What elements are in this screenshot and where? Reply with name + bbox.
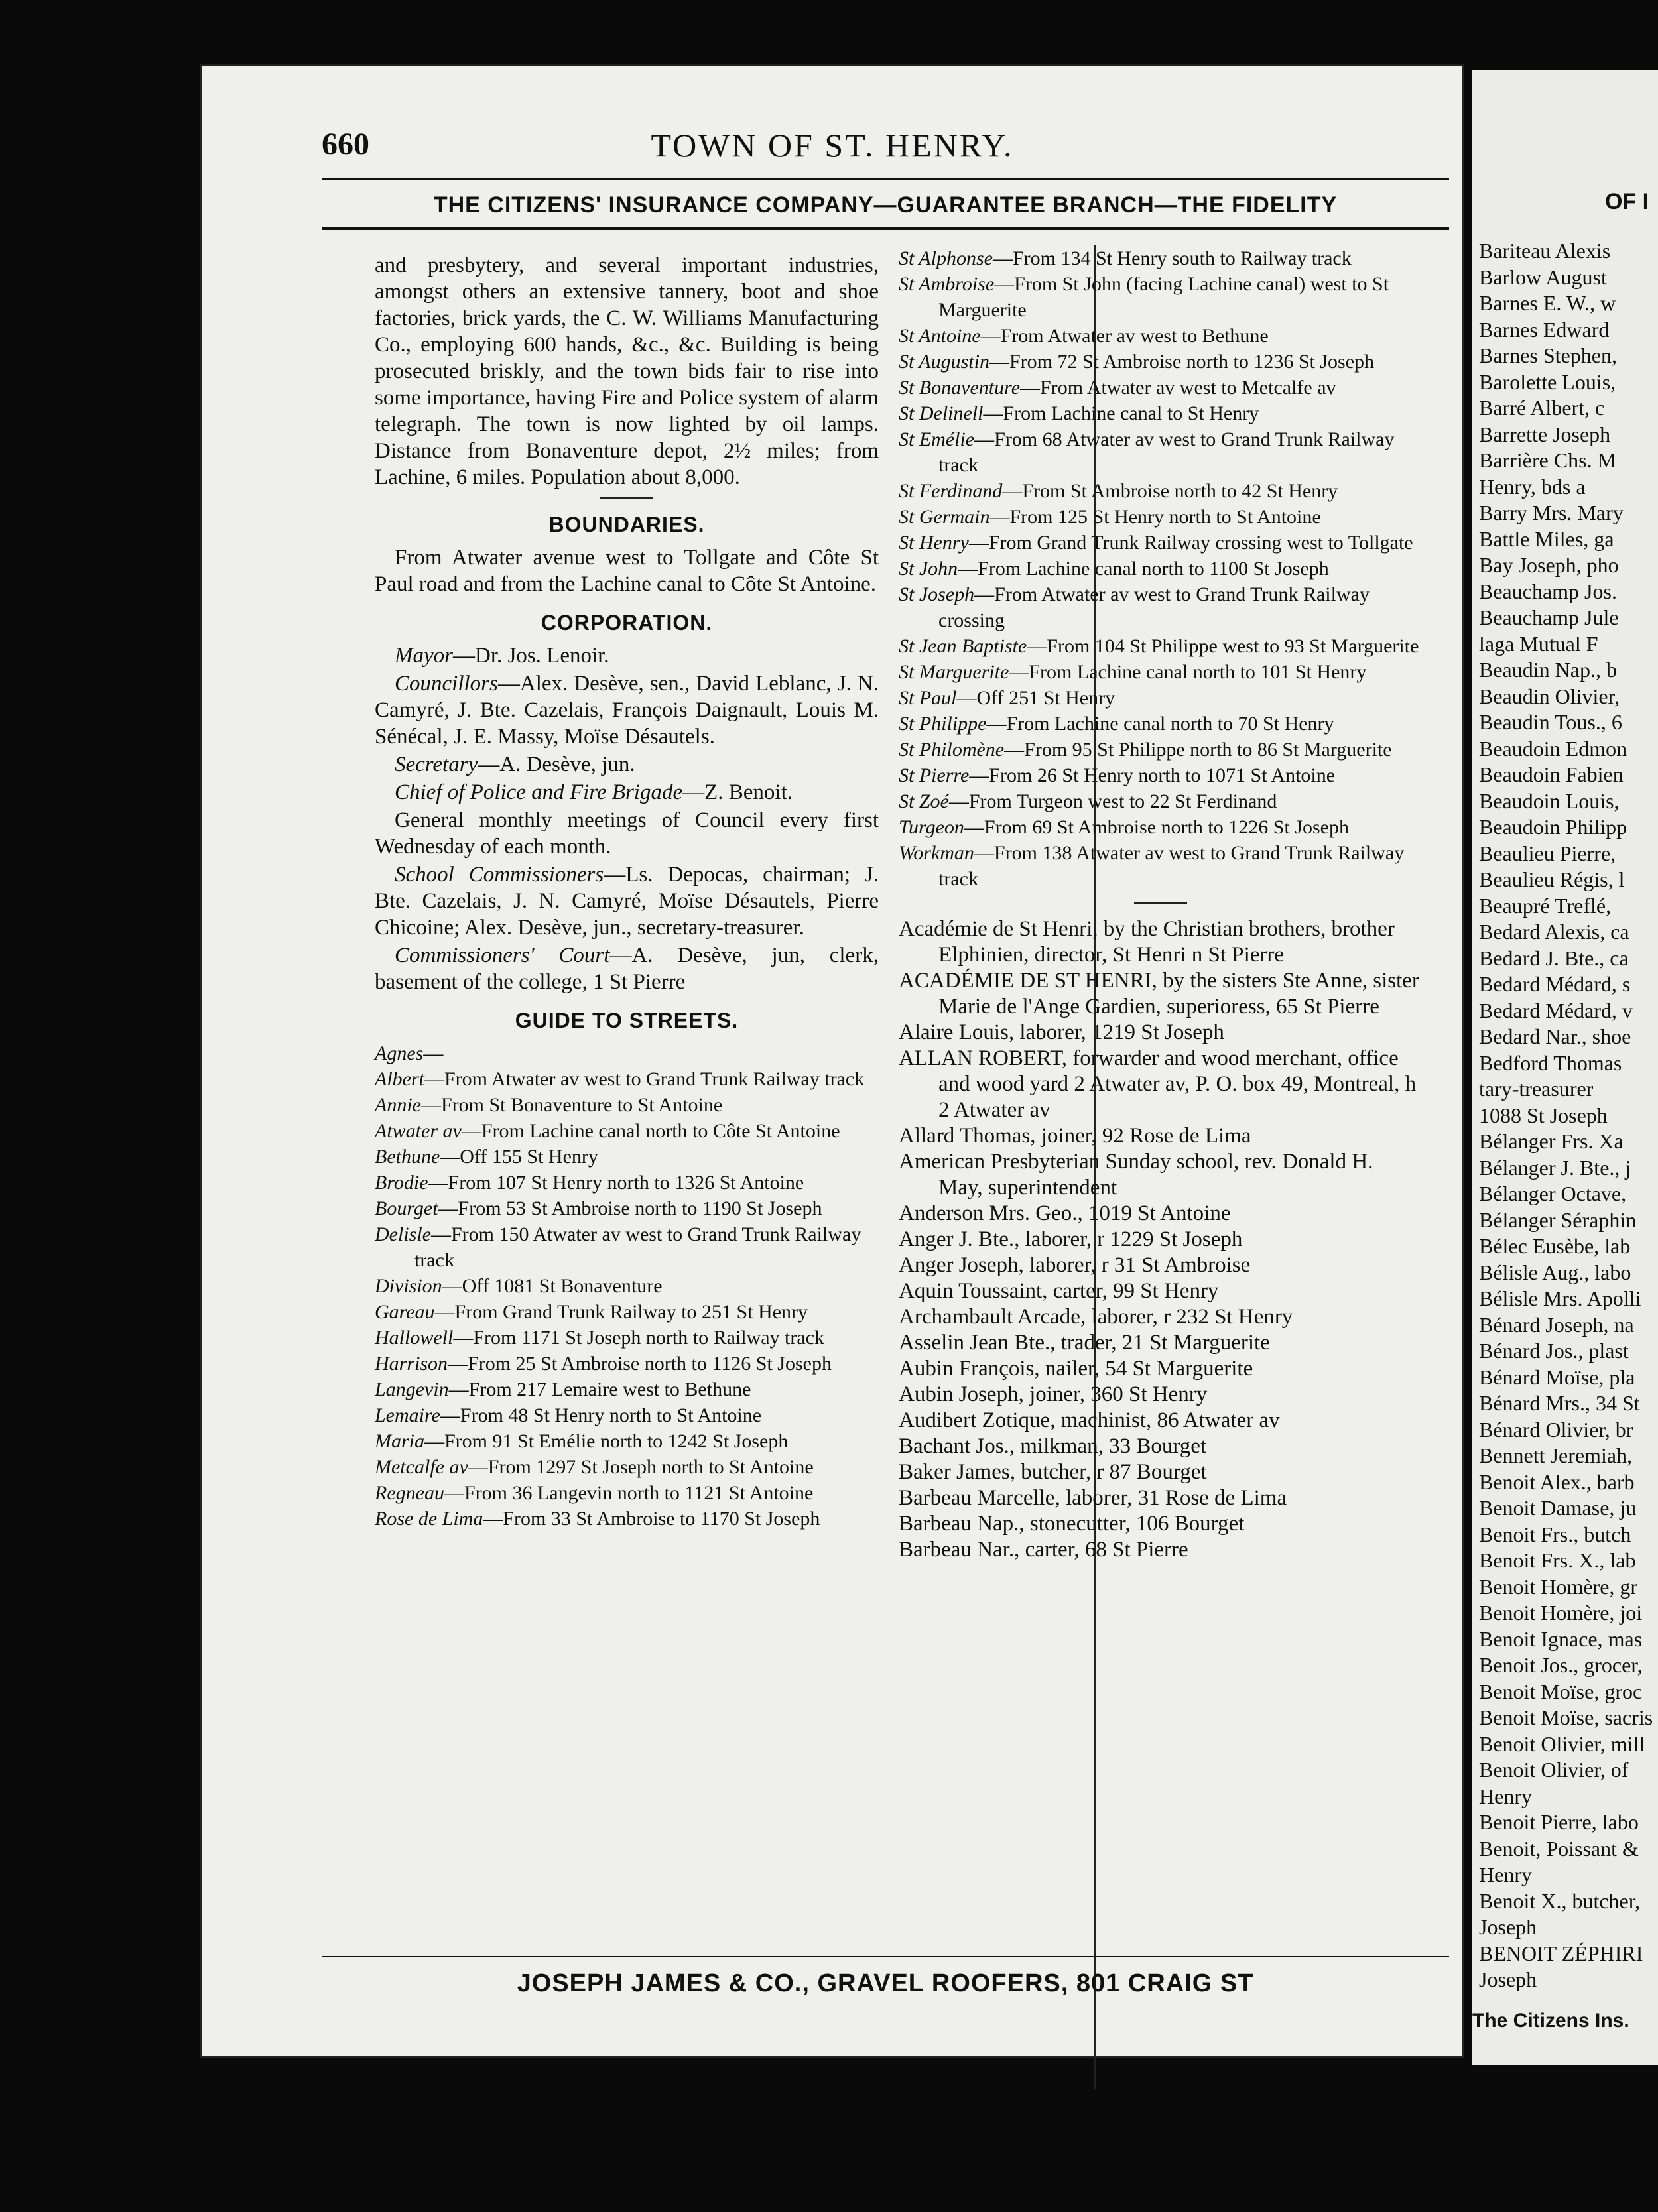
street-entry (899, 659, 1423, 685)
facing-directory-entry: laga Mutual F (1479, 631, 1598, 656)
street-entry (899, 840, 1423, 892)
street-description: —From 68 Atwater av west to Grand Trunk Railway track (938, 428, 1395, 476)
facing-directory-entry: Bedard Médard, v (1479, 998, 1633, 1022)
facing-directory-entry: Benoit Olivier, of (1479, 1758, 1629, 1782)
directory-entry: Archambault Arcade, laborer, r 232 St Henry (899, 1305, 1293, 1329)
facing-directory-entry: Bedard Médard, s (1479, 972, 1631, 996)
secretary-entry (375, 751, 879, 778)
street-description: —From Turgeon west to 22 St Ferdinand (948, 790, 1277, 812)
secretary-label: Secretary (395, 753, 478, 776)
street-entry (899, 323, 1423, 349)
directory-entry: Alaire Louis, laborer, 1219 St Joseph (899, 1020, 1224, 1044)
street-entry (375, 1040, 879, 1066)
meetings-text: General monthly meetings of Council every first Wednesday of each month. (375, 808, 879, 859)
street-name: St Pierre (899, 765, 970, 786)
street-description: —From Grand Trunk Railway to 251 St Henry (434, 1301, 808, 1323)
street-name: St Marguerite (899, 661, 1009, 683)
facing-directory-entry: Barnes Stephen, (1479, 343, 1617, 367)
boundaries-heading: BOUNDARIES. (548, 513, 705, 536)
street-name: St Alphonse (899, 247, 993, 269)
street-description: —From Lachine canal north to Côte St Antoine (461, 1120, 840, 1142)
street-description: — (423, 1042, 444, 1064)
street-entry (375, 1428, 879, 1454)
facing-directory-entry: Bélanger Octave, (1479, 1182, 1627, 1205)
street-description: —Off 251 St Henry (956, 687, 1116, 709)
street-list-left (375, 1040, 879, 1532)
street-description: —From 25 St Ambroise north to 1126 St Joseph (448, 1353, 832, 1375)
street-name: Albert (375, 1068, 424, 1090)
street-entry (899, 737, 1423, 763)
facing-directory-entry: Beaudoin Philipp (1479, 815, 1627, 839)
directory-entry: Aubin Joseph, joiner, 360 St Henry (899, 1382, 1208, 1406)
facing-directory-entry: Bennett Jeremiah, (1479, 1444, 1633, 1467)
facing-directory-entry: Bénard Moïse, pla (1479, 1365, 1635, 1389)
facing-directory-entry: Beauchamp Jule (1479, 605, 1619, 629)
facing-directory-entry: Bénard Mrs., 34 St (1479, 1391, 1640, 1415)
court-label: Commissioners' Court (395, 944, 610, 967)
street-name: Maria (375, 1430, 424, 1452)
street-name: St Antoine (899, 325, 981, 347)
street-name: Langevin (375, 1379, 449, 1400)
councillors-value: —Alex. Desève, sen., David Leblanc, J. N. Camyré, J. Bte. Cazelais, François Daignault, Louis M. Sénécal, J. E. Massy, Moïse Désautels. (375, 672, 879, 749)
facing-page-footer: The Citizens Ins. (1472, 2009, 1629, 2032)
facing-directory-entry: Barry Mrs. Mary (1479, 501, 1624, 524)
facing-directory-entry: Bélanger Séraphin (1479, 1207, 1637, 1232)
street-description: —From 48 St Henry north to St Antoine (440, 1404, 762, 1426)
facing-directory-entry: Bélanger J. Bte., j (1479, 1155, 1631, 1180)
street-description: —From 26 St Henry north to 1071 St Antoine (969, 765, 1336, 786)
street-description: —From 150 Atwater av west to Grand Trunk Railway track (414, 1223, 861, 1271)
street-entry (899, 375, 1423, 400)
secretary-value: —A. Desève, jun. (478, 753, 635, 776)
street-description: —Off 1081 St Bonaventure (442, 1275, 663, 1297)
street-entry (899, 349, 1423, 375)
street-entry (375, 1480, 879, 1506)
facing-directory-entry: Henry (1479, 1784, 1532, 1808)
directory-entry: Barbeau Nar., carter, 68 St Pierre (899, 1538, 1188, 1562)
councillors-label: Councillors (395, 672, 498, 696)
facing-directory-entry: Bariteau Alexis (1479, 239, 1611, 263)
chief-label: Chief of Police and Fire Brigade (395, 780, 683, 804)
facing-directory-entry: Bénard Jos., plast (1479, 1339, 1629, 1363)
facing-directory-entry: Henry, bds a (1479, 474, 1586, 499)
street-entry (375, 1351, 879, 1377)
street-entry (375, 1377, 879, 1402)
street-entry (375, 1221, 879, 1273)
street-description: —From 134 St Henry south to Railway track (992, 247, 1352, 269)
facing-directory-entry: Bedard J. Bte., ca (1479, 946, 1629, 970)
street-description: —From 1297 St Joseph north to St Antoine (468, 1456, 814, 1478)
street-name: St Joseph (899, 584, 975, 605)
street-entry (375, 1325, 879, 1351)
facing-directory-entry: Bélec Eusèbe, lab (1479, 1234, 1631, 1258)
facing-page-list (1472, 238, 1658, 1993)
mayor-value: —Dr. Jos. Lenoir. (452, 644, 609, 668)
facing-directory-entry: Bélanger Frs. Xa (1479, 1129, 1624, 1153)
facing-directory-entry: Benoit Moïse, sacris (1479, 1705, 1653, 1729)
street-name: St Delinell (899, 402, 984, 424)
facing-directory-entry: Beaudin Tous., 6 (1479, 710, 1622, 734)
guide-heading: GUIDE TO STREETS. (515, 1009, 739, 1032)
street-name: Hallowell (375, 1327, 454, 1349)
street-name: St Augustin (899, 351, 989, 373)
facing-directory-entry: Benoit Homère, joi (1479, 1601, 1643, 1625)
facing-directory-entry: Barlow August (1479, 265, 1607, 289)
street-entry (375, 1402, 879, 1428)
street-entry (899, 426, 1423, 478)
street-entry (375, 1066, 879, 1092)
street-name: St Philippe (899, 713, 987, 735)
directory-entry: Aquin Toussaint, carter, 99 St Henry (899, 1279, 1219, 1303)
street-entry (899, 685, 1423, 711)
facing-directory-entry: Benoit Alex., barb (1479, 1469, 1635, 1494)
facing-directory-entry: Bedford Thomas (1479, 1050, 1622, 1075)
facing-directory-entry: Benoit, Poissant & (1479, 1836, 1639, 1861)
street-description: —From 91 St Emélie north to 1242 St Joseph (424, 1430, 789, 1452)
street-name: Delisle (375, 1223, 431, 1245)
directory-entry: American Presbyterian Sunday school, rev. Donald H. May, superintendent (899, 1150, 1373, 1199)
street-entry (899, 633, 1423, 659)
facing-directory-entry: Benoit Homère, gr (1479, 1574, 1638, 1599)
facing-directory-entry: Beaudoin Edmon (1479, 736, 1627, 761)
chief-entry (375, 779, 879, 806)
street-name: St Philomène (899, 739, 1005, 761)
facing-directory-entry: Henry (1479, 1863, 1532, 1886)
directory-entry: Anger Joseph, laborer, r 31 St Ambroise (899, 1253, 1251, 1277)
street-name: St Jean Baptiste (899, 635, 1027, 657)
councillors-entry (375, 670, 879, 750)
advertisement-footer: JOSEPH JAMES & CO., GRAVEL ROOFERS, 801 CRAIG ST (517, 1969, 1254, 1997)
street-description: —From Atwater av west to Bethune (980, 325, 1269, 347)
street-entry (375, 1118, 879, 1144)
facing-directory-entry: Beaudin Olivier, (1479, 684, 1620, 708)
street-name: St John (899, 558, 958, 580)
facing-directory-entry: Barré Albert, c (1479, 396, 1605, 420)
directory-entry: Allard Thomas, joiner, 92 Rose de Lima (899, 1124, 1251, 1148)
header-rule (322, 178, 1449, 180)
street-entry (375, 1454, 879, 1480)
facing-directory-entry: Barnes Edward (1479, 317, 1610, 341)
directory-entry: Anderson Mrs. Geo., 1019 St Antoine (899, 1201, 1231, 1225)
street-name: Workman (899, 842, 974, 864)
street-entry (375, 1299, 879, 1325)
directory-entry: Bachant Jos., milkman, 33 Bourget (899, 1434, 1207, 1458)
section-rule (600, 497, 653, 499)
street-name: St Ambroise (899, 273, 995, 295)
directory-entry: Aubin François, nailer, 54 St Marguerite (899, 1357, 1253, 1381)
facing-directory-entry: Bay Joseph, pho (1479, 553, 1619, 577)
street-name: St Ferdinand (899, 480, 1003, 502)
page-number: 660 (322, 127, 369, 162)
facing-directory-entry: Benoit Jos., grocer, (1479, 1653, 1643, 1677)
court-value: —A. Desève, jun, clerk, basement of the college, 1 St Pierre (375, 944, 879, 994)
street-name: St Germain (899, 506, 990, 528)
facing-directory-entry: Benoit Frs., butch (1479, 1522, 1631, 1546)
facing-directory-entry: Battle Miles, ga (1479, 526, 1614, 551)
street-name: Lemaire (375, 1404, 440, 1426)
street-entry (899, 788, 1423, 814)
facing-directory-entry: Bélisle Mrs. Apolli (1479, 1286, 1641, 1310)
street-description: —From Lachine canal north to 101 St Henry (1009, 661, 1367, 683)
street-description: —From 1171 St Joseph north to Railway track (453, 1327, 825, 1349)
facing-directory-entry: Benoit X., butcher, (1479, 1888, 1641, 1913)
street-entry (375, 1144, 879, 1170)
street-name: St Henry (899, 532, 969, 554)
facing-directory-entry: Bedard Alexis, ca (1479, 920, 1629, 944)
facing-directory-entry: Beaulieu Régis, l (1479, 867, 1625, 891)
school-entry (375, 861, 879, 941)
directory-entry: Baker James, butcher, r 87 Bourget (899, 1460, 1207, 1484)
street-description: —From Atwater av west to Metcalfe av (1020, 377, 1336, 399)
street-name: St Zoé (899, 790, 949, 812)
facing-directory-entry: Benoit Damase, ju (1479, 1496, 1637, 1520)
street-entry (899, 478, 1423, 504)
street-description: —From 36 Langevin north to 1121 St Antoine (444, 1482, 814, 1504)
facing-directory-entry: BENOIT ZÉPHIRI (1479, 1941, 1643, 1965)
directory-entry: Barbeau Nap., stonecutter, 106 Bourget (899, 1512, 1245, 1536)
facing-directory-entry: Beaudoin Fabien (1479, 763, 1624, 786)
street-entry (375, 1273, 879, 1299)
street-entry (375, 1196, 879, 1221)
street-description: —From 53 St Ambroise north to 1190 St Joseph (438, 1198, 822, 1219)
street-description: —From 33 St Ambroise to 1170 St Joseph (483, 1508, 820, 1530)
insurance-banner: THE CITIZENS' INSURANCE COMPANY—GUARANTEE BRANCH—THE FIDELITY (433, 192, 1338, 217)
mayor-label: Mayor (395, 644, 453, 668)
facing-directory-entry: Bénard Joseph, na (1479, 1312, 1634, 1337)
street-name: Turgeon (899, 816, 964, 838)
street-name: Bourget (375, 1198, 438, 1219)
right-column (899, 245, 1423, 1563)
facing-directory-entry: Benoit Moïse, groc (1479, 1679, 1643, 1703)
directory-entry: Audibert Zotique, machinist, 86 Atwater av (899, 1408, 1280, 1432)
street-entry (375, 1506, 879, 1532)
facing-directory-entry: 1088 St Joseph (1479, 1103, 1608, 1127)
street-name: Brodie (375, 1172, 428, 1194)
school-label: School Commissioners (395, 863, 604, 887)
street-name: St Bonaventure (899, 377, 1021, 399)
corporation-heading: CORPORATION. (541, 611, 713, 635)
facing-directory-entry: Beauchamp Jos. (1479, 579, 1617, 603)
street-entry (899, 582, 1423, 633)
directory-list (899, 916, 1423, 1563)
street-entry (899, 814, 1423, 840)
street-entry (899, 711, 1423, 737)
street-name: St Emélie (899, 428, 975, 450)
page-header (202, 126, 1462, 166)
facing-directory-entry: Beaupré Treflé, (1479, 893, 1612, 918)
running-title: TOWN OF ST. HENRY. (651, 127, 1014, 164)
street-description: —From 95 St Philippe north to 86 St Marguerite (1004, 739, 1392, 761)
facing-directory-entry: Bedard Nar., shoe (1479, 1024, 1631, 1048)
facing-directory-entry: Barnes E. W., w (1479, 291, 1616, 315)
street-name: Division (375, 1275, 442, 1297)
facing-directory-entry: Benoit Ignace, mas (1479, 1627, 1643, 1651)
facing-page (1472, 70, 1658, 2065)
street-description: —From Lachine canal to St Henry (983, 402, 1259, 424)
facing-directory-entry: Barrière Chs. M (1479, 448, 1617, 472)
street-description: —From St Ambroise north to 42 St Henry (1002, 480, 1338, 502)
facing-directory-entry: Benoit Frs. X., lab (1479, 1548, 1636, 1572)
street-entry (899, 763, 1423, 788)
directory-entry: Académie de St Henri, by the Christian brothers, brother Elphinien, director, St Henri n St Pierre (899, 917, 1395, 967)
street-description: —From 69 St Ambroise north to 1226 St Joseph (964, 816, 1349, 838)
banner-rule (322, 227, 1449, 230)
street-name: Metcalfe av (375, 1456, 468, 1478)
street-description: —From Grand Trunk Railway crossing west to Tollgate (968, 532, 1413, 554)
street-description: —From 104 St Philippe west to 93 St Marguerite (1027, 635, 1419, 657)
facing-directory-entry: Benoit Pierre, labo (1479, 1810, 1639, 1834)
facing-directory-entry: Beaudoin Louis, (1479, 788, 1620, 813)
street-list-right (899, 245, 1423, 892)
street-description: —Off 155 St Henry (440, 1146, 598, 1168)
street-name: Gareau (375, 1301, 435, 1323)
street-name: Agnes (375, 1042, 424, 1064)
street-name: Harrison (375, 1353, 448, 1375)
directory-page (202, 66, 1462, 2056)
street-entry (899, 530, 1423, 556)
section-rule (1134, 902, 1187, 904)
street-entry (375, 1092, 879, 1118)
street-description: —From Atwater av west to Grand Trunk Railway track (424, 1068, 865, 1090)
facing-directory-entry: Beaulieu Pierre, (1479, 841, 1616, 865)
street-name: Regneau (375, 1482, 444, 1504)
boundaries-text: From Atwater avenue west to Tollgate and Côte St Paul road and from the Lachine canal to Côte St Antoine. (375, 546, 879, 596)
street-entry (899, 271, 1423, 323)
street-entry (899, 556, 1423, 582)
facing-directory-entry: Bélisle Aug., labo (1479, 1260, 1631, 1284)
directory-entry: Anger J. Bte., laborer, r 1229 St Joseph (899, 1227, 1243, 1251)
street-entry (375, 1170, 879, 1196)
street-name: Rose de Lima (375, 1508, 483, 1530)
street-description: —From 217 Lemaire west to Bethune (448, 1379, 751, 1400)
street-entry (899, 245, 1423, 271)
street-description: —From 125 St Henry north to St Antoine (989, 506, 1321, 528)
facing-directory-entry: Joseph (1479, 1967, 1537, 1991)
chief-value: —Z. Benoit. (682, 780, 793, 804)
directory-entry: Barbeau Marcelle, laborer, 31 Rose de Lima (899, 1486, 1287, 1510)
street-name: Atwater av (375, 1120, 462, 1142)
street-description: —From 107 St Henry north to 1326 St Antoine (428, 1172, 804, 1194)
facing-directory-entry: Bénard Olivier, br (1479, 1417, 1633, 1442)
street-name: Annie (375, 1094, 421, 1116)
directory-entry: Asselin Jean Bte., trader, 21 St Marguerite (899, 1331, 1270, 1355)
facing-directory-entry: Joseph (1479, 1915, 1537, 1939)
directory-entry: ALLAN ROBERT, forwarder and wood merchant, office and wood yard 2 Atwater av, P. O. box 49, Montreal, h 2 Atwater av (899, 1046, 1417, 1122)
street-description: —From Lachine canal north to 1100 St Joseph (958, 558, 1329, 580)
facing-directory-entry: Barolette Louis, (1479, 369, 1616, 394)
street-entry (899, 504, 1423, 530)
school-value: —Ls. Depocas, chairman; J. Bte. Cazelais, J. N. Camyré, Moïse Désautels, Pierre Chicoine; Alex. Desève, jun., secretary-treasurer. (375, 863, 879, 940)
street-description: —From Lachine canal north to 70 St Henry (986, 713, 1334, 735)
facing-directory-entry: Benoit Olivier, mill (1479, 1731, 1645, 1756)
facing-page-header: OF I (1605, 189, 1649, 214)
mayor-entry (375, 643, 879, 669)
street-description: —From 138 Atwater av west to Grand Trunk Railway track (938, 842, 1405, 890)
directory-entry: ACADÉMIE DE ST HENRI, by the sisters Ste Anne, sister Marie de l'Ange Gardien, superioress, 65 St Pierre (899, 969, 1419, 1018)
street-description: —From St John (facing Lachine canal) west to St Marguerite (938, 273, 1389, 321)
intro-text: and presbytery, and several important industries, amongst others an extensive tannery, boot and shoe factories, brick yards, the C. W. Williams Manufacturing Co., employing 600 hands, &c., &c. Building is being prosecuted briskly, and the town bids fair to rise into some importance, having Fire and Police system of alarm telegraph. The town is now lighted by oil lamps. Distance from Bonaventure depot, 2½ miles; from Lachine, 6 miles. Population about 8,000. (375, 253, 879, 489)
street-name: Bethune (375, 1146, 440, 1168)
street-description: —From Atwater av west to Grand Trunk Railway crossing (938, 584, 1370, 631)
street-description: —From 72 St Ambroise north to 1236 St Joseph (989, 351, 1375, 373)
facing-directory-entry: Barrette Joseph (1479, 422, 1611, 446)
street-name: St Paul (899, 687, 957, 709)
facing-directory-entry: Beaudin Nap., b (1479, 658, 1617, 682)
footer-rule (322, 1956, 1449, 1957)
street-entry (899, 400, 1423, 426)
facing-directory-entry: tary-treasurer (1479, 1077, 1594, 1101)
court-entry (375, 942, 879, 995)
street-description: —From St Bonaventure to St Antoine (420, 1094, 723, 1116)
